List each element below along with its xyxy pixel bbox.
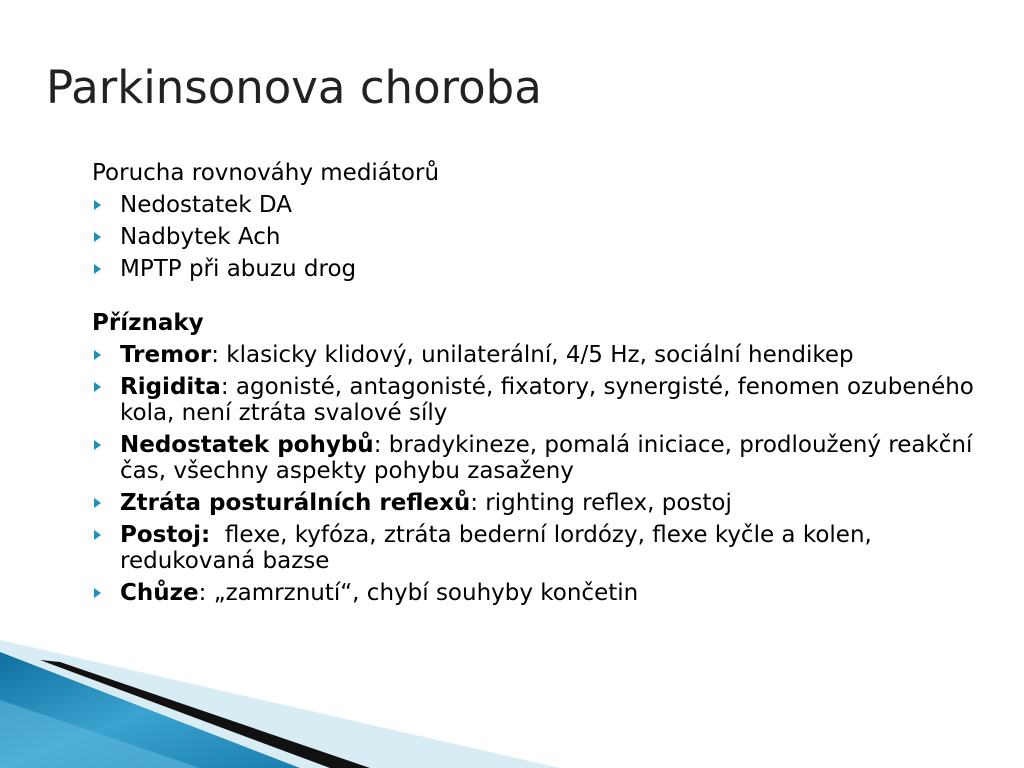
list-item-text: Nadbytek Ach xyxy=(120,224,281,250)
symptom-separator: : xyxy=(470,490,486,516)
symptom-description: bradykineze, pomalá iniciace, prodloužený reakční čas, všechny aspekty pohybu zasaženy xyxy=(120,432,973,484)
symptom-description: „zamrznutí“, chybí souhyby končetin xyxy=(213,580,639,606)
deco-dark-stripe xyxy=(40,660,370,768)
bullet-arrow-icon xyxy=(94,232,101,242)
list-item xyxy=(92,580,992,606)
mediator-list xyxy=(92,192,992,282)
symptom-description: righting reflex, postoj xyxy=(485,490,732,516)
section-heading-symptoms: Příznaky xyxy=(92,310,204,336)
bullet-arrow-icon xyxy=(94,588,101,598)
symptom-description: flexe, kyfóza, ztráta bederní lordózy, flexe kyčle a kolen, redukovaná bazse xyxy=(120,522,872,574)
deco-blue-stripe xyxy=(0,700,200,768)
symptom-description: agonisté, antagonisté, fixatory, synergisté, fenomen ozubeného kola, není ztráta svalové síly xyxy=(120,374,974,426)
list-item xyxy=(92,342,992,368)
symptom-separator: : xyxy=(373,432,389,458)
list-item xyxy=(92,256,992,282)
bullet-arrow-icon xyxy=(94,264,101,274)
bullet-arrow-icon xyxy=(94,382,101,392)
symptom-separator: : xyxy=(198,580,214,606)
bullet-arrow-icon xyxy=(94,440,101,450)
slide-title: Parkinsonova choroba xyxy=(46,61,542,114)
list-item xyxy=(92,522,992,574)
list-item xyxy=(92,374,992,426)
bullet-arrow-icon xyxy=(94,200,101,210)
symptom-term: Ztráta posturálních reflexů xyxy=(120,490,471,516)
bullet-arrow-icon xyxy=(94,350,101,360)
section-heading-mediators: Porucha rovnováhy mediátorů xyxy=(92,160,440,186)
symptom-term: Nedostatek pohybů xyxy=(120,432,374,458)
symptom-separator: : xyxy=(211,342,227,368)
symptom-separator: : xyxy=(220,374,236,400)
symptom-list xyxy=(92,342,992,606)
list-item xyxy=(92,192,992,218)
slide-content xyxy=(92,160,992,612)
deco-blue-band xyxy=(0,652,300,768)
symptom-separator xyxy=(210,522,225,548)
list-item xyxy=(92,224,992,250)
bullet-arrow-icon xyxy=(94,530,101,540)
list-item-text: MPTP při abuzu drog xyxy=(120,256,357,282)
symptom-term: Tremor xyxy=(120,342,212,368)
symptom-term: Rigidita xyxy=(120,374,221,400)
symptom-term: Chůze xyxy=(120,580,199,606)
symptom-description: klasicky klidový, unilaterální, 4/5 Hz, sociální hendikep xyxy=(226,342,854,368)
list-item xyxy=(92,432,992,484)
list-item-text: Nedostatek DA xyxy=(120,192,292,218)
symptom-term: Postoj: xyxy=(120,522,211,548)
bullet-arrow-icon xyxy=(94,498,101,508)
list-item xyxy=(92,490,992,516)
deco-light-band xyxy=(0,640,560,768)
